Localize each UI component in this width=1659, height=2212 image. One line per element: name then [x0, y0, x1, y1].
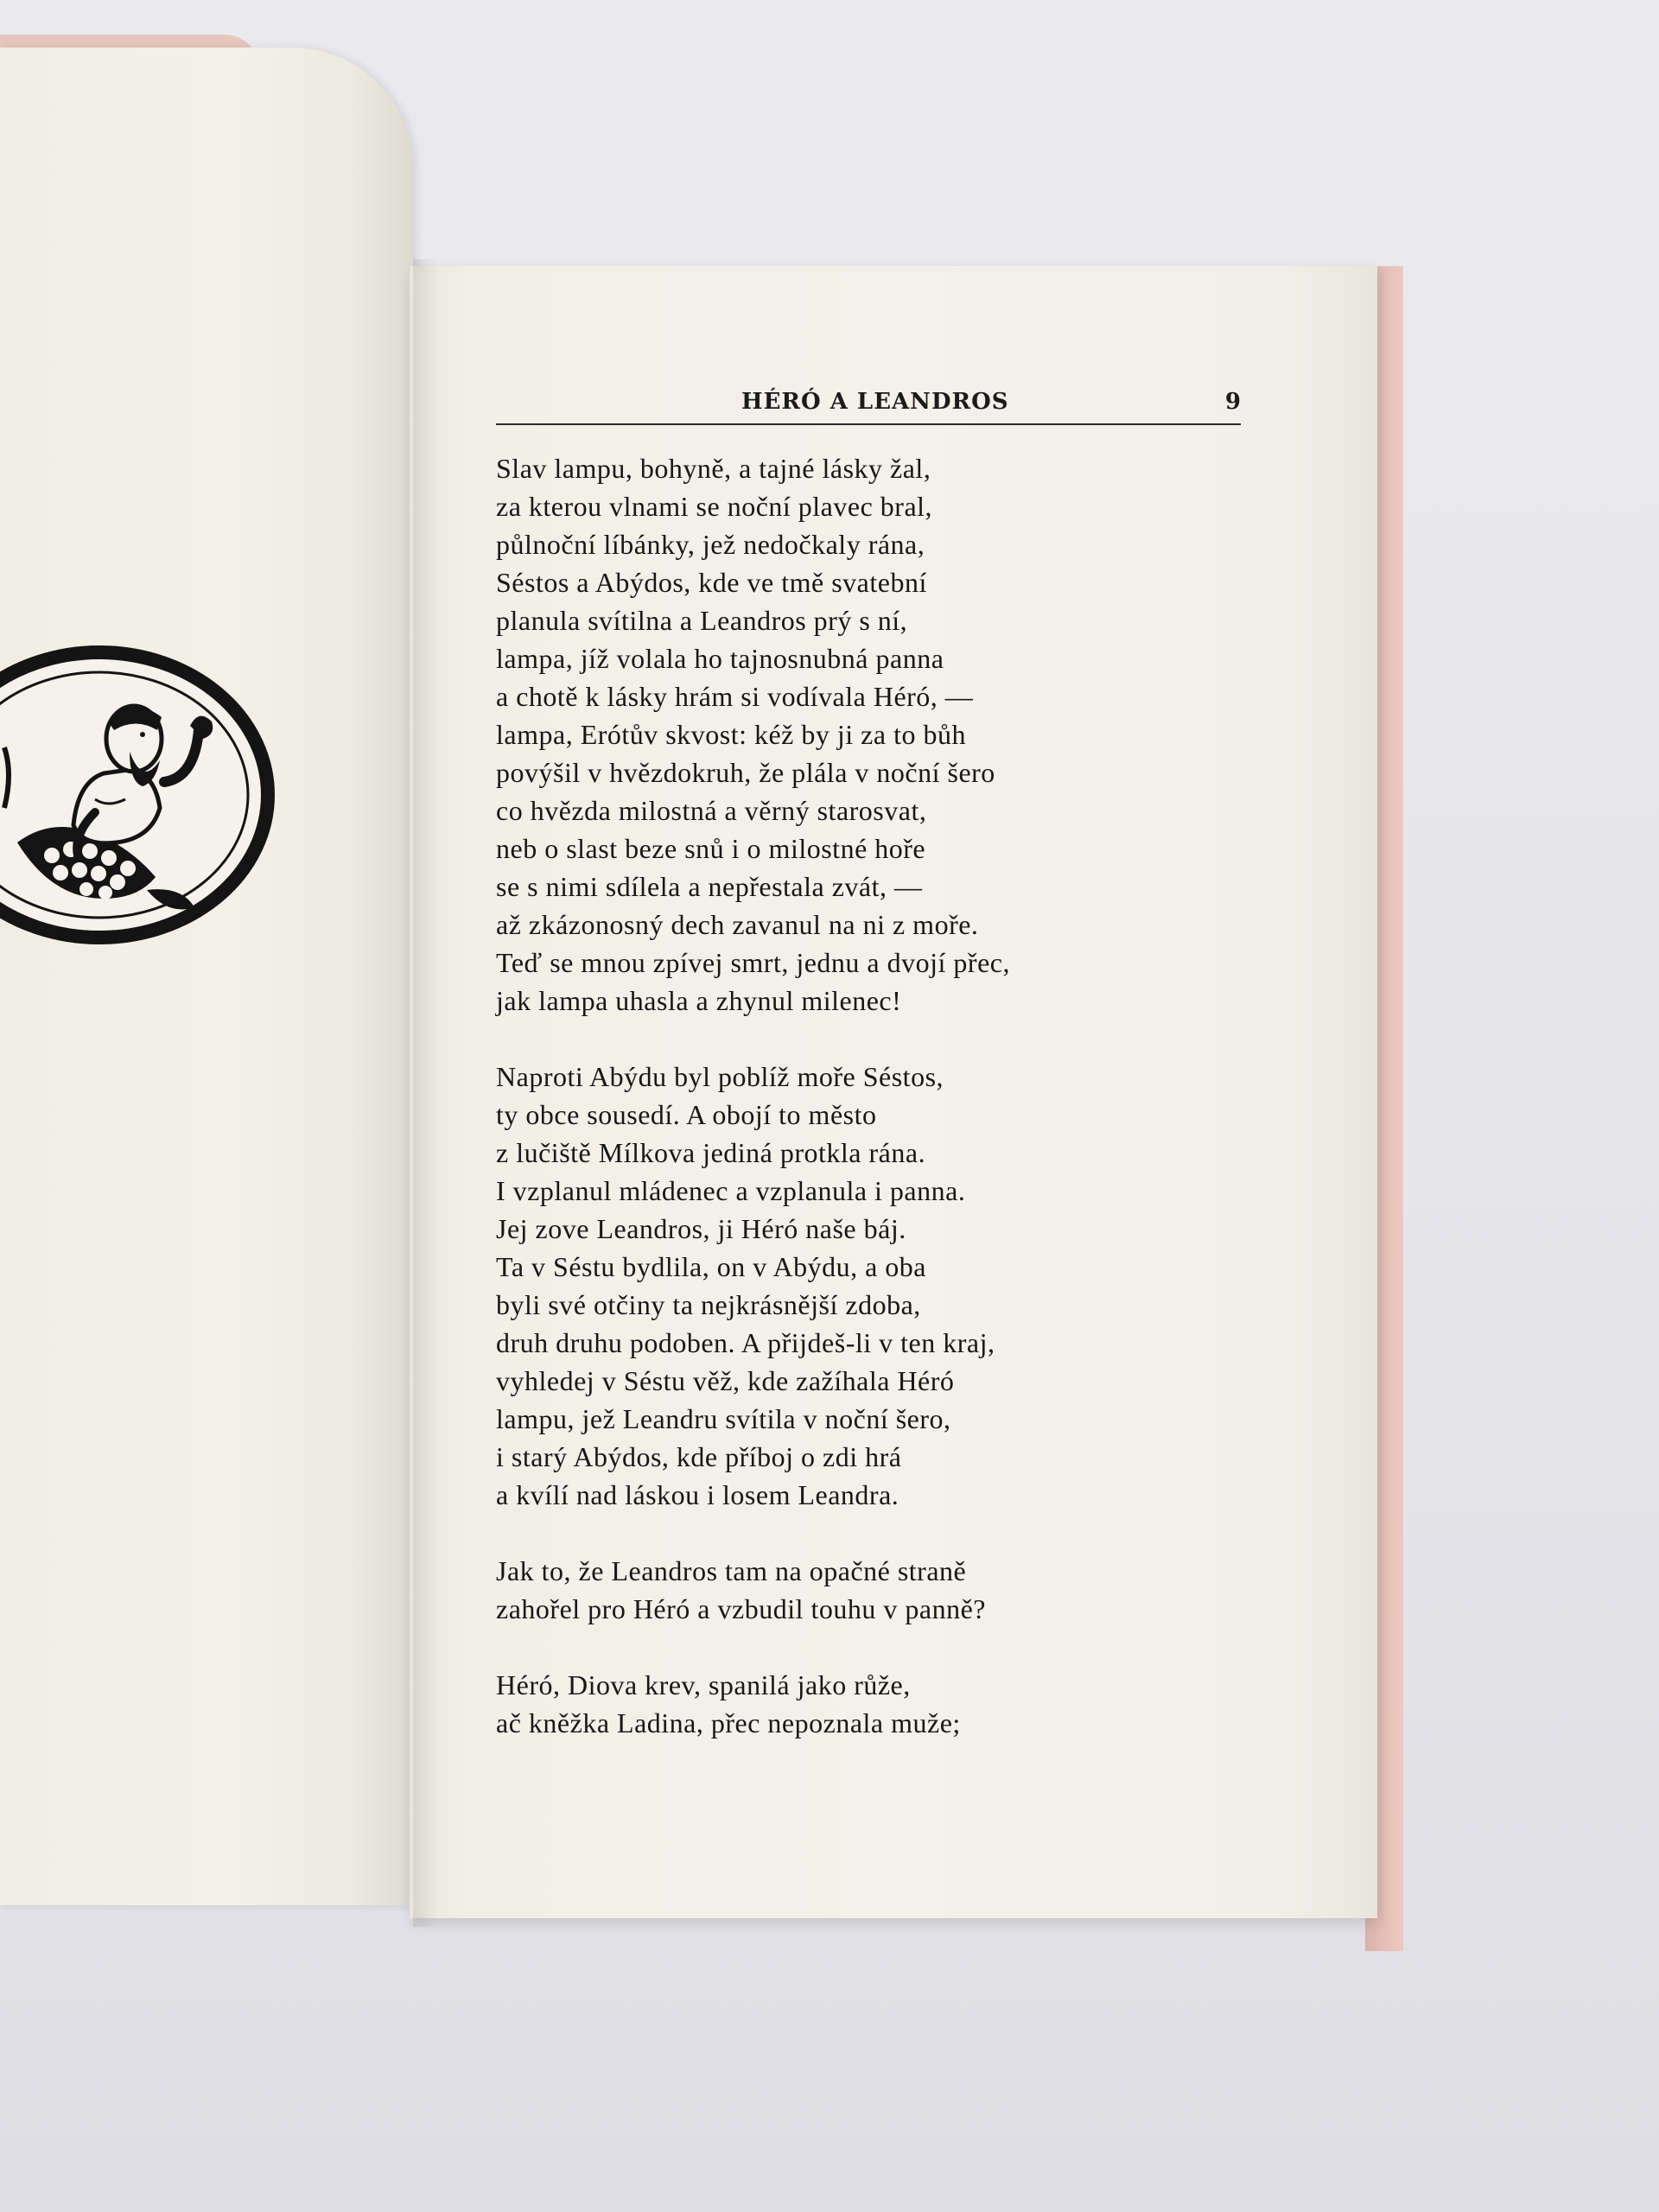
poem-line: zahořel pro Héró a vzbudil touhu v panně?	[496, 1593, 986, 1624]
right-page	[410, 266, 1377, 1918]
poem-line: a kvílí nad láskou i losem Leandra.	[496, 1479, 899, 1510]
gutter-shadow	[413, 259, 439, 1927]
merman-vignette-icon	[0, 644, 276, 946]
poem-line: druh druhu podoben. A přijdeš-li v ten kraj,	[496, 1327, 995, 1358]
poem-line: Naproti Abýdu byl poblíž moře Séstos,	[496, 1061, 944, 1092]
running-title: HÉRÓ A LEANDROS	[741, 389, 1009, 415]
poem-line: za kterou vlnami se noční plavec bral,	[496, 491, 933, 522]
stanza	[496, 1058, 1325, 1514]
poem-line: co hvězda milostná a věrný starosvat,	[496, 795, 927, 826]
poem-line: ty obce sousedí. A obojí to město	[496, 1099, 877, 1130]
poem-line: byli své otčiny ta nejkrásnější zdoba,	[496, 1289, 921, 1320]
poem-line: Slav lampu, bohyně, a tajné lásky žal,	[496, 453, 931, 484]
poem-line: půlnoční líbánky, jež nedočkaly rána,	[496, 529, 925, 560]
poem-line: neb o slast beze snů i o milostné hoře	[496, 833, 926, 864]
poem-line: jak lampa uhasla a zhynul milenec!	[496, 985, 902, 1016]
poem-line: se s nimi sdílela a nepřestala zvát, —	[496, 871, 923, 902]
poem-line: ač kněžka Ladina, přec nepoznala muže;	[496, 1707, 961, 1738]
stanza	[496, 449, 1325, 1020]
poem-line: lampu, jež Leandru svítila v noční šero,	[496, 1403, 951, 1434]
poem-line: lampa, Erótův skvost: kéž by ji za to bůh	[496, 719, 966, 750]
poem-line: z lučiště Mílkova jediná protkla rána.	[496, 1137, 926, 1168]
left-page	[0, 48, 413, 1905]
poem-line: Séstos a Abýdos, kde ve tmě svatební	[496, 567, 927, 598]
poem-line: Héró, Diova krev, spanilá jako růže,	[496, 1669, 911, 1700]
poem-line: I vzplanul mládenec a vzplanula i panna.	[496, 1175, 966, 1206]
poem-line: Jak to, že Leandros tam na opačné straně	[496, 1555, 967, 1586]
page-content	[496, 378, 1325, 1780]
poem-line: a chotě k lásky hrám si vodívala Héró, —	[496, 681, 974, 712]
poem-line: povýšil v hvězdokruh, že plála v noční šero	[496, 757, 995, 788]
poem-line: Teď se mnou zpívej smrt, jednu a dvojí přec,	[496, 947, 1010, 978]
poem-text	[496, 449, 1325, 1742]
poem-line: lampa, jíž volala ho tajnosnubná panna	[496, 643, 944, 674]
stanza	[496, 1552, 1325, 1628]
page-number: 9	[1224, 389, 1241, 415]
poem-line: planula svítilna a Leandros prý s ní,	[496, 605, 908, 636]
poem-line: až zkázonosný dech zavanul na ni z moře.	[496, 909, 979, 940]
running-head	[496, 378, 1241, 425]
poem-line: vyhledej v Séstu věž, kde zažíhala Héró	[496, 1365, 955, 1396]
poem-line: Ta v Séstu bydlila, on v Abýdu, a oba	[496, 1251, 926, 1282]
poem-line: Jej zove Leandros, ji Héró naše báj.	[496, 1213, 906, 1244]
stanza	[496, 1666, 1325, 1742]
poem-line: i starý Abýdos, kde příboj o zdi hrá	[496, 1441, 902, 1472]
